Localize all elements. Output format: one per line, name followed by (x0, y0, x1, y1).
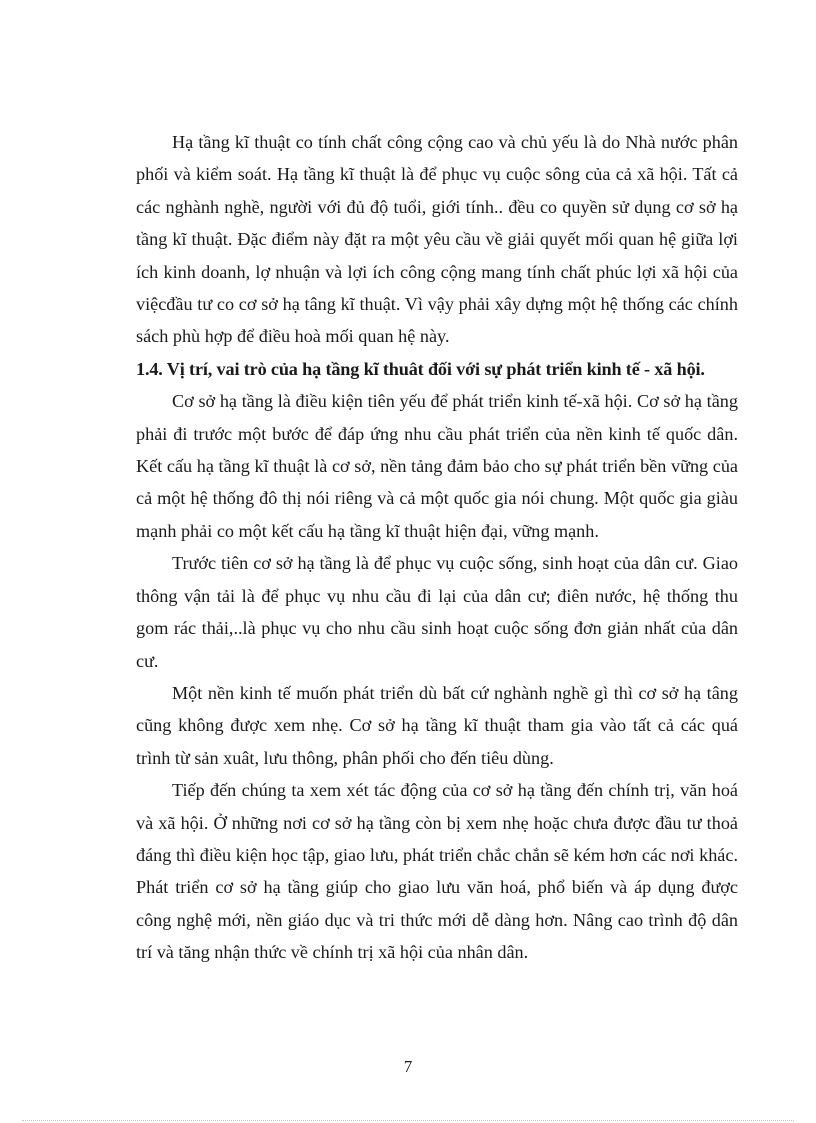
paragraph: Một nền kinh tế muốn phát triển dù bất cứ nghành nghề gì thì cơ sở hạ tâng cũng không được xem nhẹ. Cơ sở hạ tầng kĩ thuật tham gia vào tất cả các quá trình từ sản xuât, lưu thông, phân phối cho đến tiêu dùng. (136, 682, 738, 768)
paragraph: Tiếp đến chúng ta xem xét tác động của cơ sở hạ tầng đến chính trị, văn hoá và xã hội. Ở những nơi cơ sở hạ tầng còn bị xem nhẹ hoặc chưa được đầu tư thoả đáng thì điều kiện học tập, giao lưu, phát triển chắc chắn sẽ kém hơn các nơi khác. Phát triển cơ sở hạ tầng giúp cho giao lưu văn hoá, phổ biến và áp dụng được công nghệ mới, nền giáo dục và tri thức mới dễ dàng hơn. Nâng cao trình độ dân trí và tăng nhận thức về chính trị xã hội của nhân dân. (136, 780, 738, 963)
paragraph: Cơ sở hạ tầng là điều kiện tiên yếu để phát triển kinh tế-xã hội. Cơ sở hạ tầng phải đi trước một bước để đáp ứng nhu cầu phát triển của nền kinh tế quốc dân. Kết cấu hạ tầng kĩ thuật là cơ sở, nền tảng đảm bảo cho sự phát triển bền vững của cả một hệ thống đô thị nói riêng và cả một quốc gia nói chung. Một quốc gia giàu mạnh phải co một kết cấu hạ tầng kĩ thuật hiện đại, vững mạnh. (136, 391, 738, 541)
paragraph: Trước tiên cơ sở hạ tầng là để phục vụ cuộc sống, sinh hoạt của dân cư. Giao thông vận tải là để phục vụ nhu cầu đi lại của dân cư; điên nước, hệ thống thu gom rác thải,..là phục vụ cho nhu cầu sinh hoạt cuộc sống đơn giản nhất của dân cư. (136, 553, 738, 671)
section-heading: 1.4. Vị trí, vai trò của hạ tầng kĩ thuât đối với sự phát triển kinh tế - xã hội. (136, 358, 705, 379)
document-page (136, 126, 738, 969)
page-divider (22, 1120, 794, 1121)
paragraph: Hạ tầng kĩ thuật co tính chất công cộng cao và chủ yếu là do Nhà nước phân phối và kiểm soát. Hạ tầng kĩ thuật là để phục vụ cuộc sông của cả xã hội. Tất cả các nghành nghề, người với đủ độ tuổi, giới tính.. đều co quyền sử dụng cơ sở hạ tầng kĩ thuật. Đặc điểm này đặt ra một yêu cầu về giải quyết mối quan hệ giữa lợi ích kinh doanh, lợ nhuận và lợi ích công cộng mang tính chất phúc lợi xã hội của việcđầu tư co cơ sở hạ tâng kĩ thuật. Vì vậy phải xây dựng một hệ thống các chính sách phù hợp để điều hoà mối quan hệ này. (136, 132, 738, 347)
page-number: 7 (403, 1057, 413, 1076)
